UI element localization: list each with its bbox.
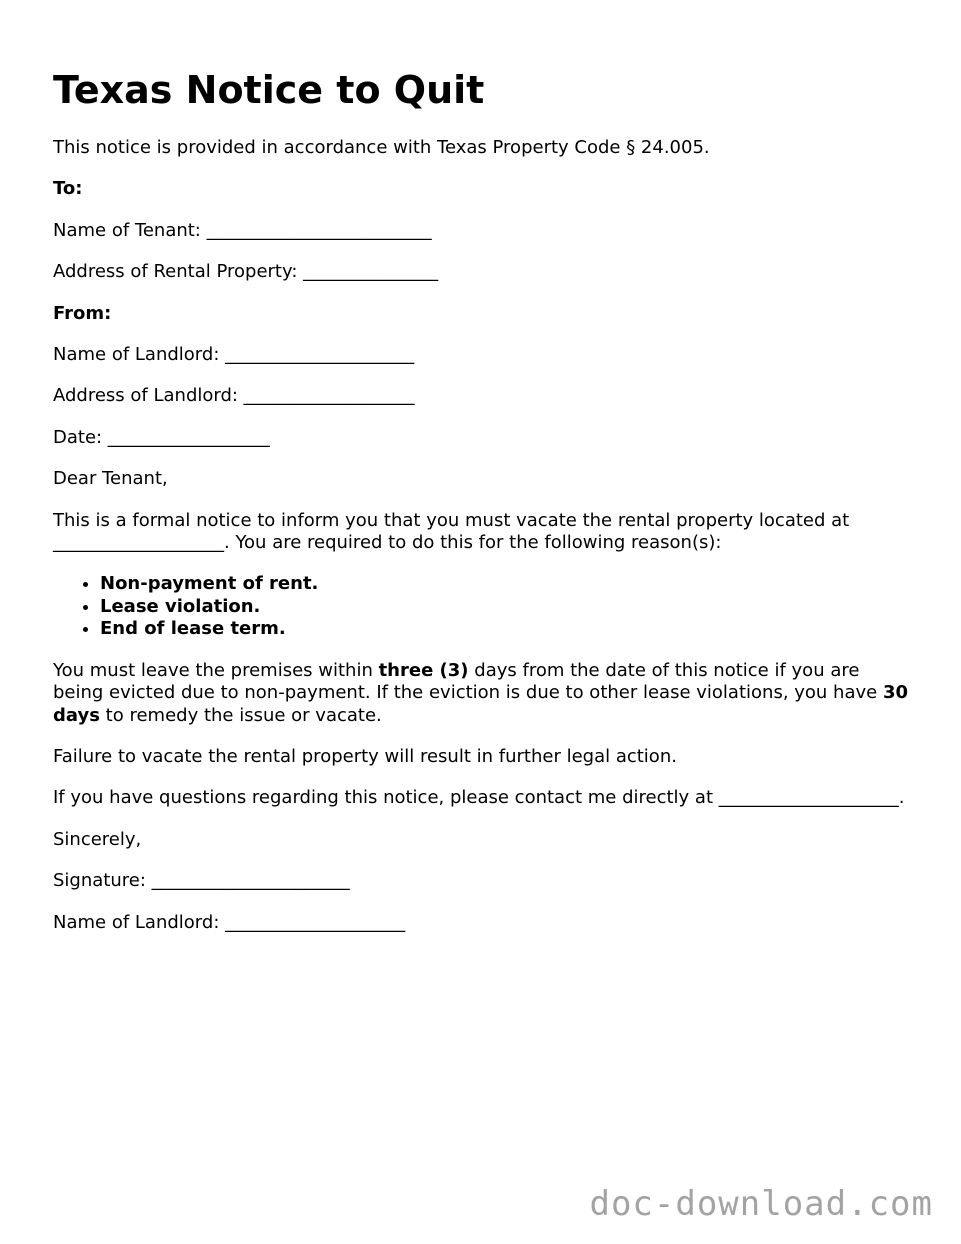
rental-address-line: Address of Rental Property: _______________ — [53, 261, 439, 283]
failure-paragraph: Failure to vacate the rental property will result in further legal action. — [53, 745, 677, 767]
deadline-text-2: days from the date of this notice if you are being evicted due to non-payment. If the eviction is due to other lease violations, you have — [53, 659, 883, 704]
landlord-name-line: Name of Landlord: _____________________ — [53, 344, 415, 366]
watermark: doc-download.com — [589, 1184, 933, 1224]
reason-item: • End of lease term. — [100, 618, 913, 640]
landlord-address-line: Address of Landlord: ___________________ — [53, 385, 415, 407]
salutation: Dear Tenant, — [53, 468, 168, 490]
document-title: Texas Notice to Quit — [53, 68, 485, 112]
reason-item: • Non-payment of rent. — [100, 573, 913, 595]
intro-text: This notice is provided in accordance with Texas Property Code § 24.005. — [53, 137, 710, 158]
deadline-bold-three-days: three (3) — [378, 659, 469, 681]
deadline-bold-thirty-days: 30 days — [53, 682, 909, 726]
to-heading: To: — [53, 178, 83, 200]
contact-paragraph: If you have questions regarding this notice, please contact me directly at ____________________. — [53, 787, 905, 809]
deadline-paragraph — [53, 660, 913, 727]
date-line: Date: __________________ — [53, 426, 270, 448]
landlord-name-line-2: Name of Landlord: ____________________ — [53, 911, 406, 933]
deadline-text-1: You must leave the premises within — [53, 659, 379, 681]
reason-item: • Lease violation. — [100, 596, 913, 618]
reasons-list — [53, 573, 913, 640]
deadline-text-3: to remedy the issue or vacate. — [99, 704, 382, 726]
signature-line: Signature: ______________________ — [53, 870, 350, 892]
document-page — [53, 64, 913, 953]
notice-paragraph: This is a formal notice to inform you that you must vacate the rental property located at ___________________. You are required to do this for the following reason(s): — [53, 509, 850, 554]
from-heading: From: — [53, 302, 112, 324]
closing: Sincerely, — [53, 828, 142, 850]
tenant-name-line: Name of Tenant: _________________________ — [53, 219, 432, 241]
